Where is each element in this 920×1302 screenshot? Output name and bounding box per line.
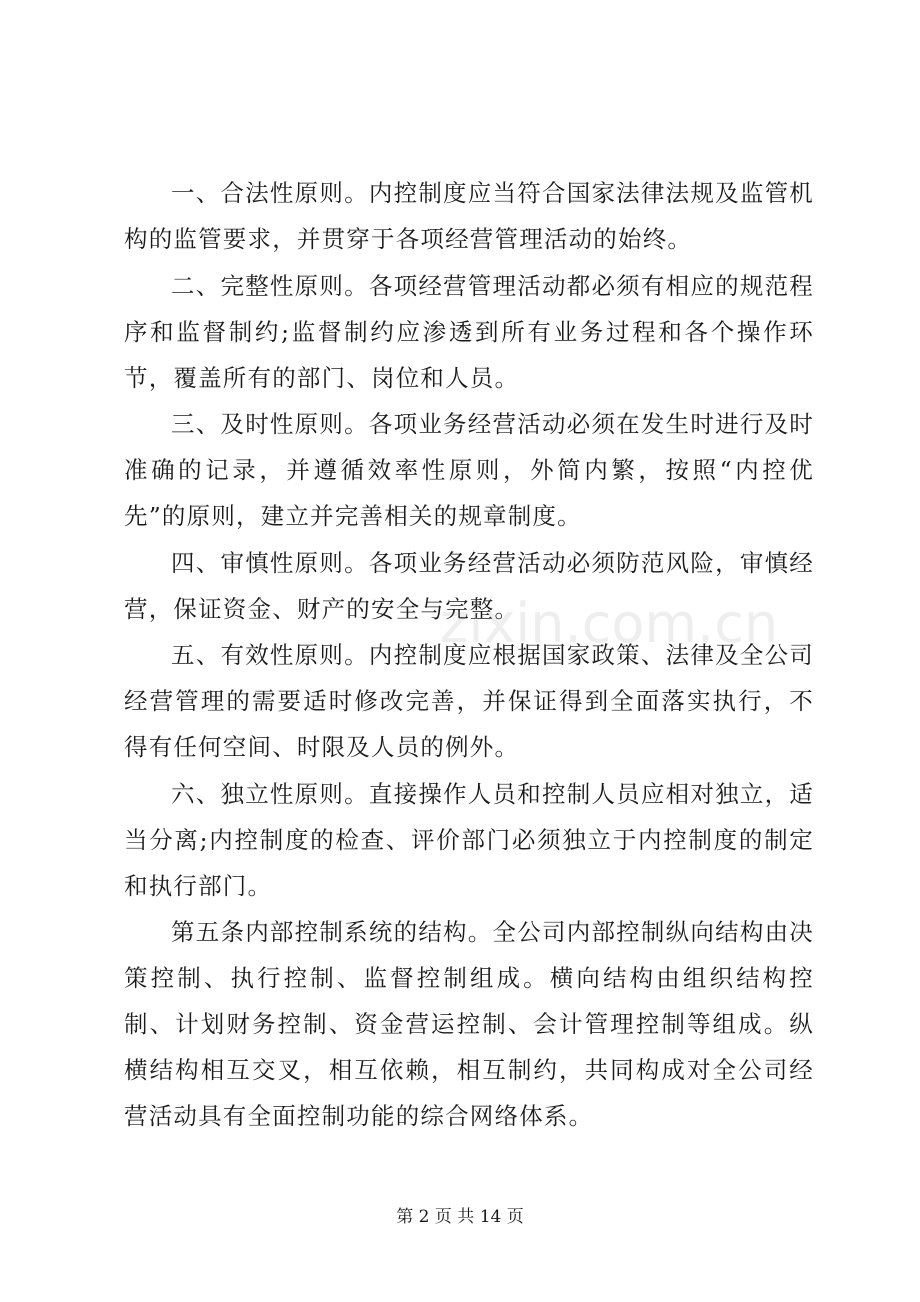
paragraph-completeness: 二、完整性原则。各项经营管理活动都必须有相应的规范程序和监督制约;监督制约应渗透到所有业务过程和各个操作环节，覆盖所有的部门、岗位和人员。: [124, 271, 814, 392]
page-footer: 第 2 页 共 14 页: [396, 1207, 524, 1227]
watermark: zixin.com.cn: [440, 592, 779, 655]
paragraph-independence: 六、独立性原则。直接操作人员和控制人员应相对独立，适当分离;内控制度的检查、评价部门必须独立于内控制度的制定和执行部门。: [124, 779, 814, 900]
paragraph-legality: 一、合法性原则。内控制度应当符合国家法律法规及监管机构的监管要求，并贯穿于各项经营管理活动的始终。: [124, 179, 814, 253]
paragraph-prudence: 四、审慎性原则。各项业务经营活动必须防范风险，审慎经营，保证资金、财产的安全与完整。: [124, 548, 814, 623]
paragraph-timeliness: 三、及时性原则。各项业务经营活动必须在发生时进行及时准确的记录，并遵循效率性原则，外简内繁，按照“内控优先”的原则，建立并完善相关的规章制度。: [124, 410, 814, 530]
paragraph-article-five: 第五条内部控制系统的结构。全公司内部控制纵向结构由决策控制、执行控制、监督控制组成。横向结构由组织结构控制、计划财务控制、资金营运控制、会计管理控制等组成。纵横结构相互交叉，相互依赖，相互制约，共同构成对全公司经营活动具有全面控制功能的综合网络体系。: [124, 918, 814, 1130]
paragraph-effectiveness: 五、有效性原则。内控制度应根据国家政策、法律及全公司经营管理的需要适时修改完善，并保证得到全面落实执行，不得有任何空间、时限及人员的例外。: [124, 641, 814, 761]
